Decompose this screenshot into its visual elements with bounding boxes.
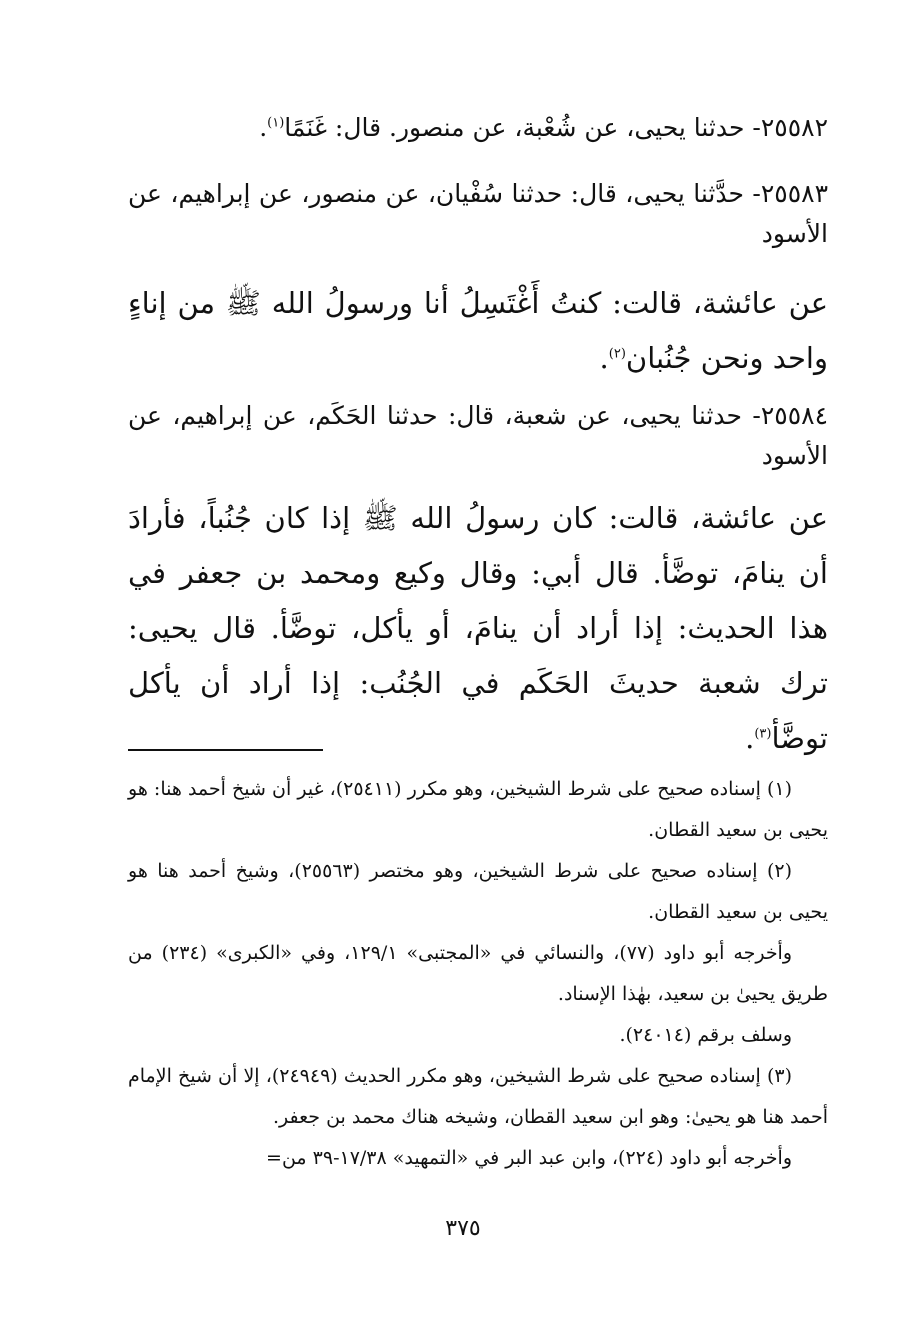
footnote-3: (٣) إسناده صحيح على شرط الشيخين، وهو مكرر الحديث (٢٤٩٤٩)، إلا أن شيخ الإمام أحمد هنا هو يحيىٰ: وهو ابن سعيد القطان، وشيخه هناك محمد بن جعفر. [128, 1065, 828, 1128]
footnote-2-sources: وأخرجه أبو داود (٧٧)، والنسائي في «المجتبى» ١٢٩/١، وفي «الكبرى» (٢٣٤) من طريق يحيىٰ بن سعيد، بهٰذا الإسناد. [128, 942, 828, 1005]
footnote-marker: (١) [267, 115, 285, 131]
hadith-25582 [128, 108, 828, 148]
footnotes [128, 769, 828, 1179]
page-number: ٣٧٥ [445, 1216, 481, 1241]
hadith-end: . [259, 113, 268, 142]
footnote-marker: (٣) [754, 726, 772, 742]
footnote-separator [128, 749, 323, 751]
book-page [128, 96, 828, 1296]
hadith-text: عن عائشة، قالت: كان رسولُ الله ﷺ إذا كان جُنُباً، فأرادَ أن ينامَ، توضَّأ. قال أبي: وقال وكيع ومحمد بن جعفر في هذا الحديث: إذا أراد أن ينامَ، أو يأكل، توضَّأ. قال يحيى: ترك شعبة حديثَ الحَكَم في الجُنُب: إذا أراد أن يأكل توضَّأ [128, 501, 828, 755]
hadith-text: ٢٥٥٨٢- حدثنا يحيى، عن شُعْبة، عن منصور. قال: غَنَمًا [284, 113, 828, 142]
footnote-3-sources: وأخرجه أبو داود (٢٢٤)، وابن عبد البر في «التمهيد» ١٧/٣٨-٣٩ من= [266, 1147, 792, 1169]
hadith-end: . [745, 721, 755, 755]
hadith-25583-matn [128, 276, 828, 386]
hadith-end: . [599, 341, 609, 375]
hadith-text: عن عائشة، قالت: كنتُ أَغْتَسِلُ أنا ورسولُ الله ﷺ من إناءٍ واحد ونحن جُنُبان [128, 286, 828, 375]
footnote-marker: (٢) [608, 346, 626, 362]
footnote-2-crossref: وسلف برقم (٢٤٠١٤). [619, 1024, 792, 1046]
hadith-25583-isnad: ٢٥٥٨٣- حدَّثنا يحيى، قال: حدثنا سُفْيان، عن منصور، عن إبراهيم، عن الأسود [128, 179, 828, 248]
hadith-25584-isnad: ٢٥٥٨٤- حدثنا يحيى، عن شعبة، قال: حدثنا الحَكَم، عن إبراهيم، عن الأسود [128, 401, 828, 470]
hadith-25584-matn [128, 491, 828, 766]
footnote-2: (٢) إسناده صحيح على شرط الشيخين، وهو مختصر (٢٥٥٦٣)، وشيخ أحمد هنا هو يحيى بن سعيد القطان. [128, 860, 828, 923]
footnote-1: (١) إسناده صحيح على شرط الشيخين، وهو مكرر (٢٥٤١١)، غير أن شيخ أحمد هنا: هو يحيى بن سعيد القطان. [128, 778, 828, 841]
